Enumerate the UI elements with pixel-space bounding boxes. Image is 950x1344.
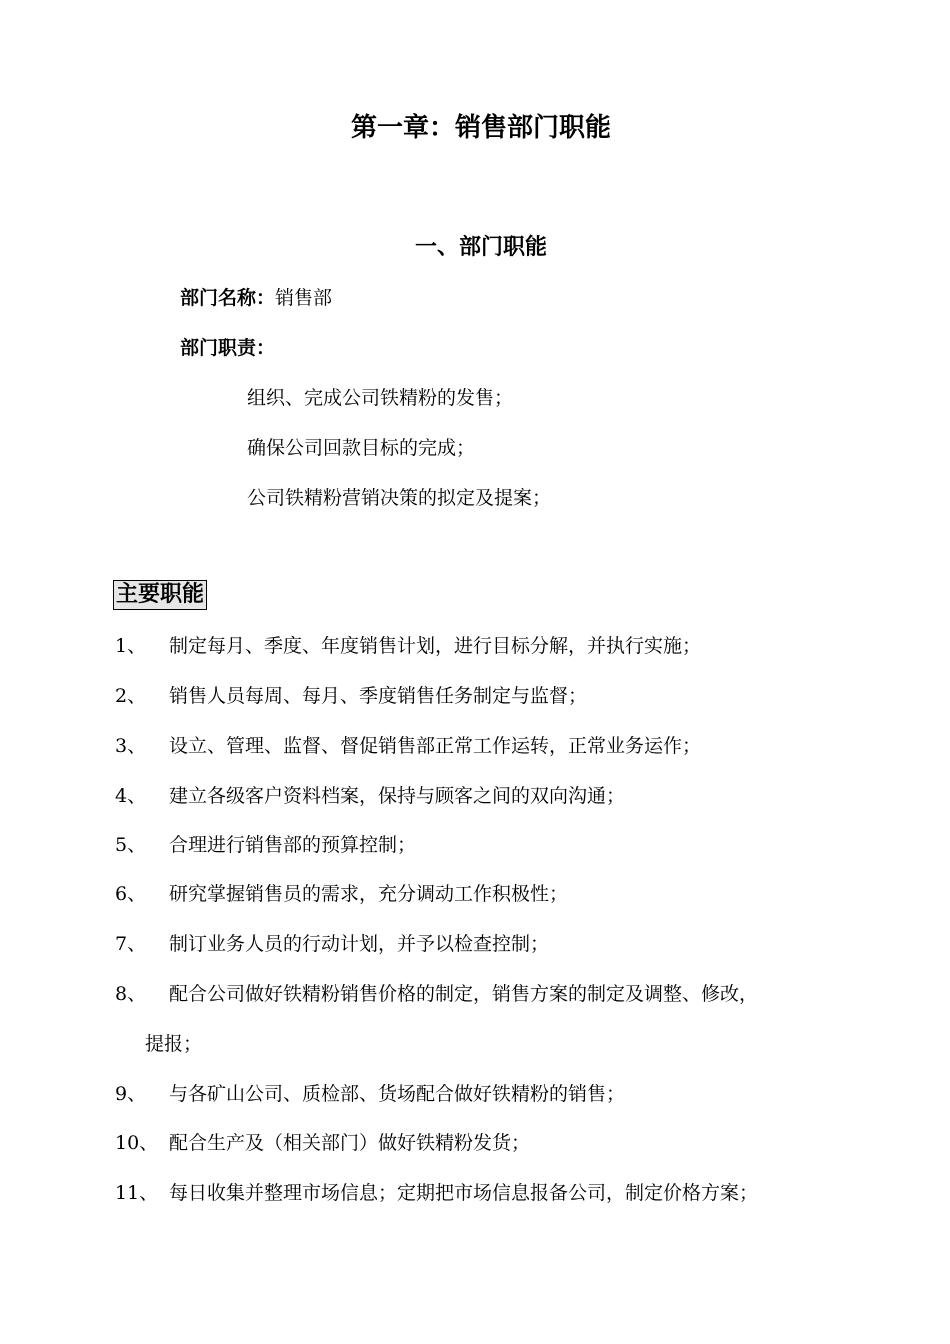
function-item: [115, 979, 758, 1009]
department-name-value: 销售部: [275, 287, 333, 309]
function-item: [115, 1128, 530, 1158]
function-number: 11、: [115, 1182, 159, 1204]
function-number: 2、: [115, 685, 147, 707]
function-number: 6、: [115, 883, 147, 905]
duty-item: 公司铁精粉营销决策的拟定及提案；: [247, 487, 552, 509]
function-item: [115, 879, 568, 909]
function-item: [115, 830, 416, 860]
function-item: [115, 731, 701, 761]
function-text: 设立、管理、监督、督促销售部正常工作运转，正常业务运作；: [169, 735, 702, 757]
function-number: 10、: [115, 1132, 159, 1154]
main-functions-heading: 主要职能: [113, 580, 207, 610]
function-text: 配合公司做好铁精粉销售价格的制定，销售方案的制定及调整、修改，: [169, 983, 759, 1005]
function-item: [115, 631, 701, 661]
function-text: 合理进行销售部的预算控制；: [169, 834, 417, 856]
function-item: [115, 1178, 758, 1208]
function-number: 9、: [115, 1083, 147, 1105]
function-number: 8、: [115, 983, 147, 1005]
function-item: [115, 781, 625, 811]
function-item: [115, 681, 587, 711]
function-text: 销售人员每周、每月、季度销售任务制定与监督；: [169, 685, 588, 707]
function-text: 制订业务人员的行动计划，并予以检查控制；: [169, 933, 550, 955]
function-text: 建立各级客户资料档案，保持与顾客之间的双向沟通；: [169, 785, 626, 807]
function-text: 制定每月、季度、年度销售计划，进行目标分解，并执行实施；: [169, 635, 702, 657]
function-text: 每日收集并整理市场信息；定期把市场信息报备公司，制定价格方案；: [169, 1182, 759, 1204]
function-number: 3、: [115, 735, 147, 757]
section-title: 一、部门职能: [414, 235, 547, 260]
function-number: 5、: [115, 834, 147, 856]
function-number: 4、: [115, 785, 147, 807]
department-duties-line: [180, 333, 275, 363]
function-continuation: 提报；: [145, 1033, 203, 1055]
function-number: 1、: [115, 635, 147, 657]
function-text: 研究掌握销售员的需求，充分调动工作积极性；: [169, 883, 569, 905]
duty-item: 组织、完成公司铁精粉的发售；: [247, 387, 514, 409]
duty-item: 确保公司回款目标的完成；: [247, 437, 476, 459]
department-name-line: [180, 283, 332, 313]
function-item: [115, 929, 549, 959]
function-number: 7、: [115, 933, 147, 955]
department-name-label: 部门名称：: [180, 287, 276, 309]
function-item: [115, 1079, 625, 1109]
function-text: 配合生产及（相关部门）做好铁精粉发货；: [169, 1132, 531, 1154]
chapter-title: 第一章：销售部门职能: [350, 113, 611, 143]
department-duties-label: 部门职责：: [180, 337, 276, 359]
function-text: 与各矿山公司、质检部、货场配合做好铁精粉的销售；: [169, 1083, 626, 1105]
